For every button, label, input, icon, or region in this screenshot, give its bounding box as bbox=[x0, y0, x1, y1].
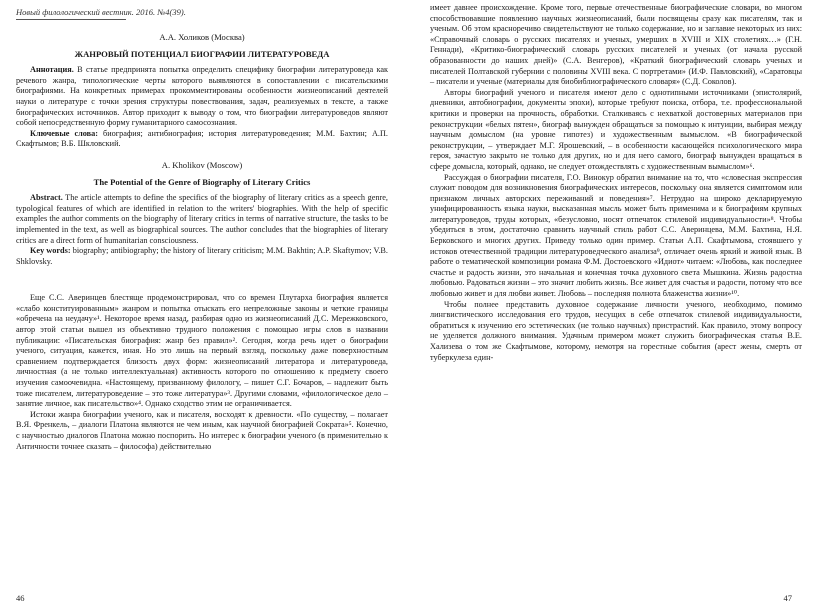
right-page bbox=[410, 0, 820, 609]
abstract-ru-label: Аннотация. bbox=[30, 65, 74, 75]
author-en: A. Kholikov (Moscow) bbox=[161, 159, 243, 170]
left-column bbox=[16, 30, 388, 452]
header-rule bbox=[16, 19, 126, 20]
abstract-en-label: Abstract. bbox=[30, 193, 63, 203]
keywords-ru-label: Ключевые слова: bbox=[30, 128, 99, 138]
abstract-en-text: The article attempts to define the specifics of the biography of literary critics as a speech genre, typological features of which are identified in relation to the writers' biographies. With the help of specific examples the author comments on the biography of literary critics in terms of narrative structure, the tasks to be implemented in the text, as well as biographical sources. The author concludes that the biographies of literary critics are a direct form of humanitarian consciousness. bbox=[16, 193, 388, 245]
article-title-en: The Potential of the Genre of Biography of Literary Critics bbox=[93, 176, 311, 187]
abstract-ru bbox=[16, 65, 388, 129]
body-paragraph-continued: имеет давнее происхождение. Кроме того, первые отечественные биографические словари, во многом способствовавшие появлению научных жизнеописаний, были посвящены сразу как писателям, так и ученым. Об этом красноречиво свидетельствуют не только содержание, но и заглавие некоторых из них: «Справочный словарь о русских писателях и ученых, умерших в XVIII и XIX столетиях…» (Г.Н. Геннади), «Критико-биографический словарь русских писателей и ученых (от начала русской образованности до наших дней)» (С.А. Венгеров), «Краткий биографический словарь ученых и писателей Полтавской губернии с половины XVIII века. С портретами» (И.Ф. Павловский), «Саратовцы – писатели и ученые (материалы для биобиблиографического словаря» (С.Д. Соколов). bbox=[430, 3, 802, 87]
keywords-en-text: biography; antibiography; the history of literary criticism; M.M. Bakhtin; A.P. Skaftymov; V.B. Shklovsky. bbox=[16, 246, 388, 266]
running-head: Новый филологический вестник. 2016. №4(39). bbox=[16, 7, 186, 17]
page-number-right: 47 bbox=[783, 593, 792, 603]
abstract-ru-text: В статье предпринята попытка определить специфику биографии литературоведа как речевого жанра, типологические черты которого выявляются в сопоставлении с писательскими биографиями. На конкретных примерах прокомментированы особенности жизнеописаний деятелей науки о литературе с точки зрения структуры повествования, задач, реализуемых в тексте, а также биографических источников. Автор приходит к выводу о том, что биографии литературоведов являют собой непосредственную форму гуманитарного самосознания. bbox=[16, 65, 388, 128]
right-column bbox=[430, 3, 802, 363]
body-paragraph-3: Авторы биографий ученого и писателя имеют дело с однотипными источниками (эпистолярий, дневники, автобиографии, документы эпохи), которые требуют поиска, отбора, т.е. профессиональной критики и проверки на прочность, обработки. Сталкиваясь с нехваткой достоверных материалов при реконструкции «белых пятен», биограф вынужден обращаться за помощью к интуиции, выбирая между научным домыслом (на уровне гипотез) и художественным вымыслом. «В биографической реконструкции, – утверждает М.Г. Ярошевский, – в особенности касающейся психологического мира героя, зачастую закрыто не только для других, но и для него самого, биограф вынужден вращаться в сфере домысла, который, однако, не следует отождествлять с художественным вымыслом»⁶. bbox=[430, 87, 802, 171]
article-title-ru: ЖАНРОВЫЙ ПОТЕНЦИАЛ БИОГРАФИИ ЛИТЕРАТУРОВЕДА bbox=[74, 48, 330, 59]
keywords-en bbox=[16, 246, 388, 267]
body-paragraph-4: Рассуждая о биографии писателя, Г.О. Винокур обратил внимание на то, что «словесная экспрессия служит поводом для возникновения биографических интересов, поскольку она является симптомом или признаком личных авторских переживаний и поведения»⁷. Нетрудно на широко декларируемую унифицированность языка науки, высказанная мысль может быть применима и к биографиям крупных литературоведов, труды которых, «безусловно, носят отпечаток стилевой индивидуальности»⁸. Чтобы убедиться в этом, достаточно сравнить научный стиль работ С.С. Аверинцева, М.М. Бахтина, Н.Я. Берковского и многих других. Приведу только один пример. Статьи А.П. Скафтымова, стоявшего у истоков отечественной традиции литературоведческого анализа⁹, отличает очень яркий и живой язык. В работе о тематической композиции романа Ф.М. Достоевского «Идиот» читаем: «Любовь, как последнее счастье и радость жизни, это начальная и конечная точка духовного света Мышкина. Жизнь радостна любовью. Радоваться жизни – это значит любить жизнь. Все живет для счастья и радости, потому что все любовью живет и для любви живет. Любовь – последняя полнота блаженства жизни»¹⁰. bbox=[430, 172, 802, 299]
body-paragraph-5: Чтобы полнее представить духовное содержание личности ученого, необходимо, помимо лингвистического исследования его трудов, несущих в себе отпечаток стилевой индивидуальности, обратиться к изучению его эстетических (не только научных) пристрастий. Как правило, этому вопросу не уделяется должного внимания. Удачным примером может служить биографическая статья В.Е. Хализева о том же Скафтымове, которому, немотря на горестные события (арест жены, смерть от туберкулеза един- bbox=[430, 299, 802, 362]
author-ru: А.А. Холиков (Москва) bbox=[159, 32, 245, 42]
page-number-left: 46 bbox=[16, 593, 25, 603]
keywords-ru bbox=[16, 129, 388, 150]
abstract-en bbox=[16, 193, 388, 246]
keywords-ru-text: биография; антибиография; история литературоведения; М.М. Бахтин; А.П. Скафтымов; В.Б. Шкловский. bbox=[16, 128, 388, 149]
body-paragraph-1: Еще С.С. Аверинцев блестяще продемонстрировал, что со времен Плутарха биография является «слабо конституированным» жанром и попытка отыскать его непреложные законы и четкие границы «обречена на неудачу»¹. Некоторое время назад, разбирая одно из жизнеописаний Д.С. Мережковского, автор этой статьи вышел из объективно трудного положения с помощью игры слов в названии публикации: «Писательская биография: жанр без правил»². Сегодня, когда речь идет о биографии ученого, ситуация, кажется, иная. Но это лишь на первый взгляд, поскольку даже поверхностным сравнением подтверждается близость двух форм: жизнеописаний литератора и литературоведа, личностная (а не только интеллектуальная) активность которого по отношению к предмету своего изучения самоочевидна. «Настоящему, призванному филологу, – пишет С.Г. Бочаров, – надлежит быть тоже писателем, литературоведение – это тоже литература»³. Другими словами, «филологическое дело – занятие личное, как писательство»⁴. Однако сходство этим не ограничивается. bbox=[16, 293, 388, 409]
keywords-en-label: Key words: bbox=[30, 246, 71, 256]
body-paragraph-2: Истоки жанра биографии ученого, как и писателя, восходят к древности. «По существу, – полагает В.Я. Френкель, – диалоги Платона являются не чем иным, как научной биографией Сократа»⁵. Конечно, с научностью диалогов Платона можно поспорить. Но интерес к биографии ученого (в применительно к Античности точнее сказать – философа) действительно bbox=[16, 409, 388, 451]
